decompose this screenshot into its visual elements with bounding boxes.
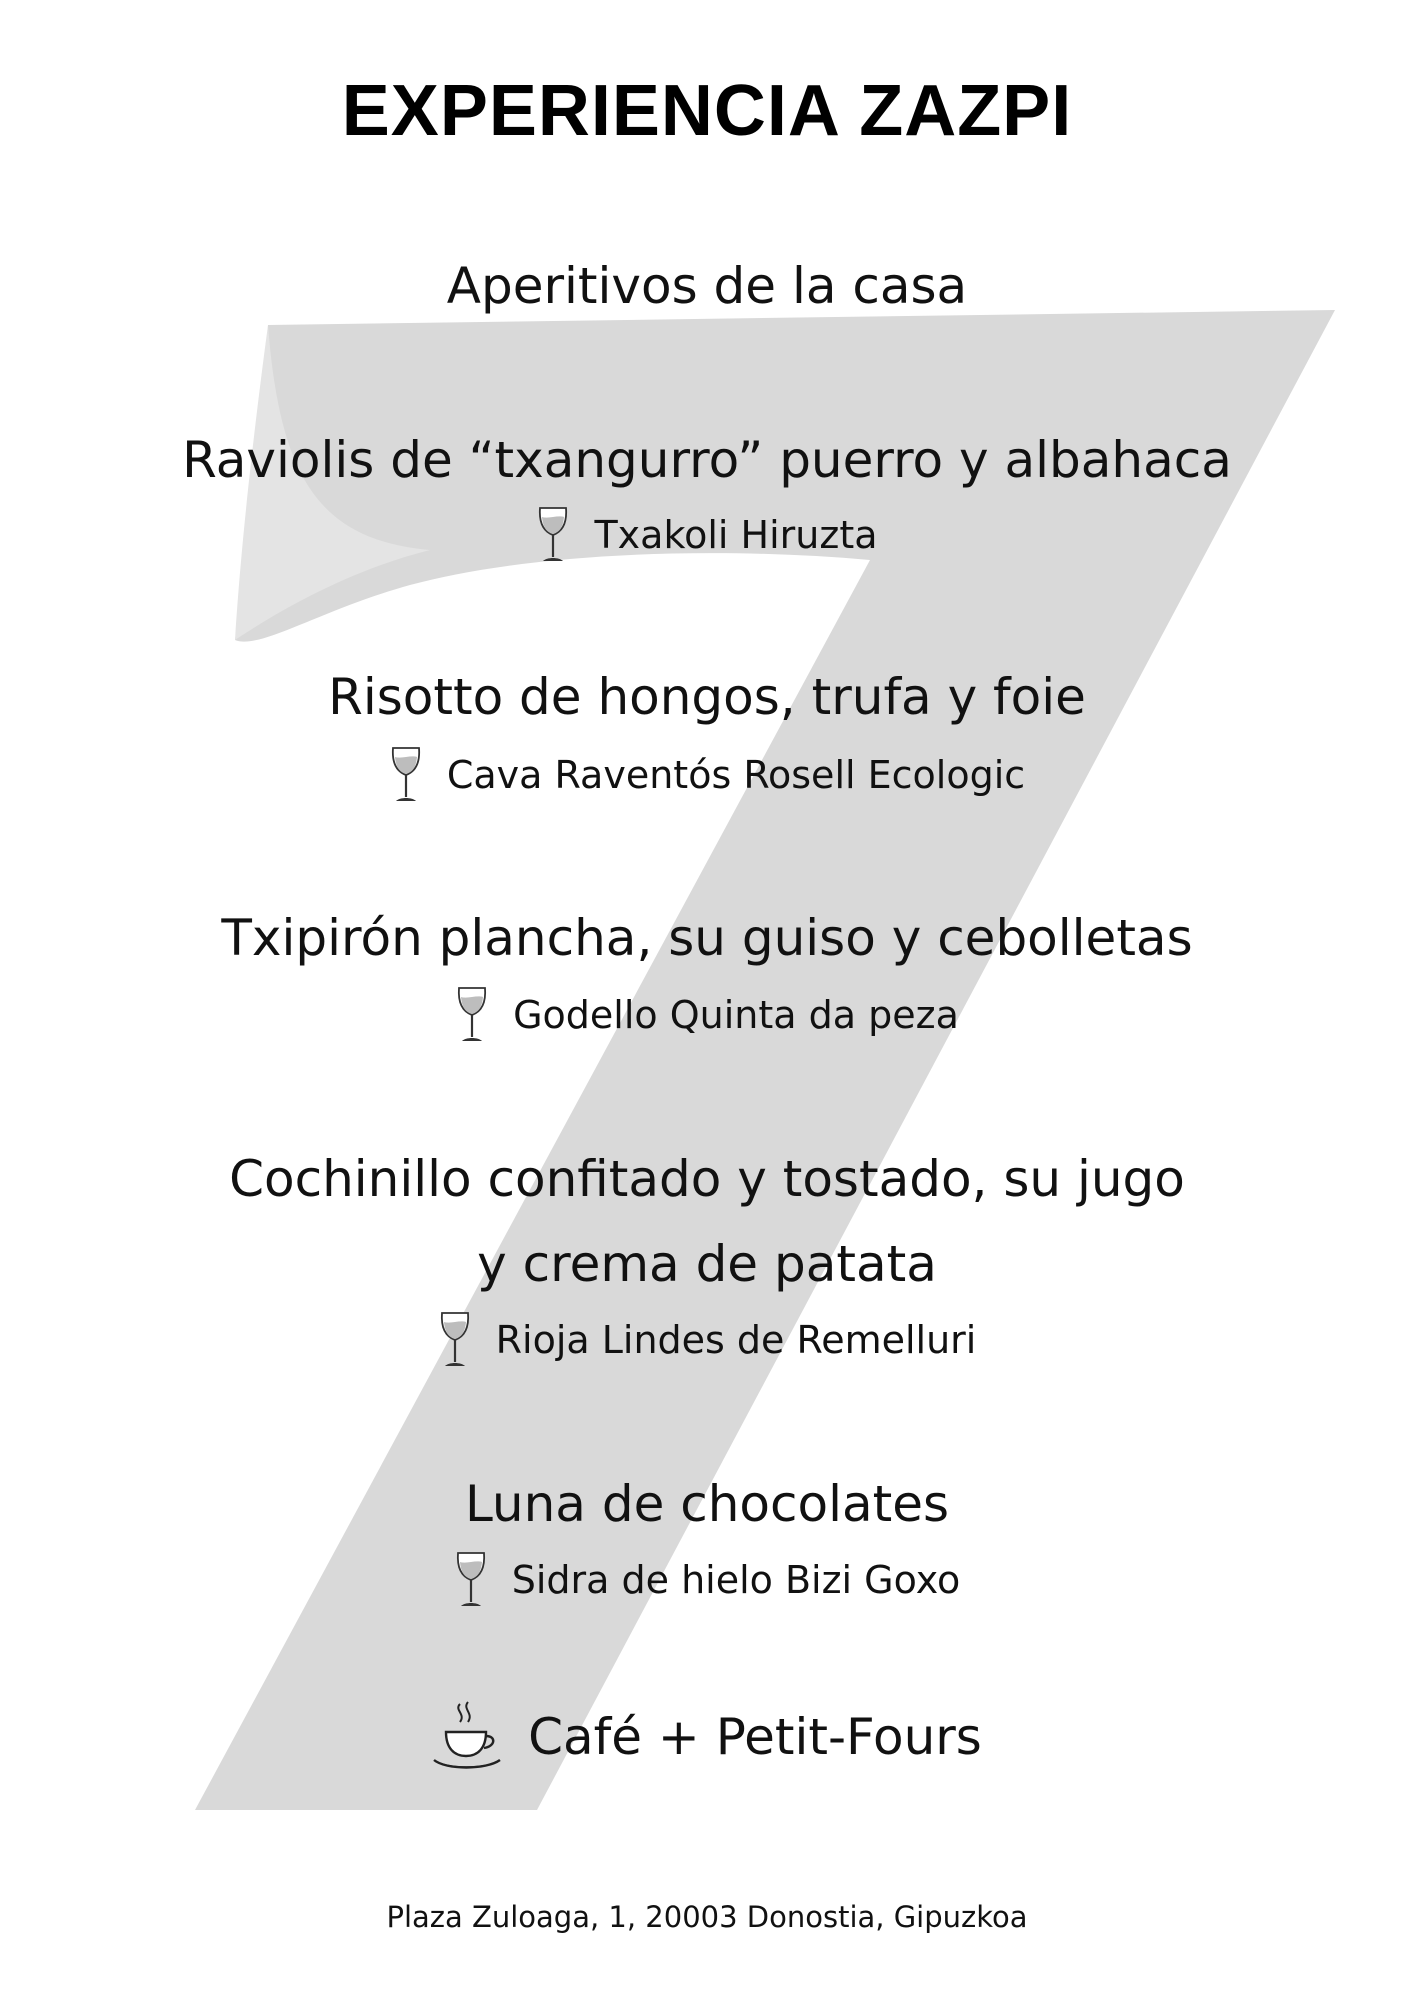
wine-glass-icon — [455, 985, 489, 1045]
coffee-label: Café + Petit-Fours — [528, 1708, 982, 1766]
footer-address: Plaza Zuloaga, 1, 20003 Donostia, Gipuzkoa — [386, 1900, 1028, 1934]
course-risotto: Risotto de hongos, trufa y foie — [328, 668, 1086, 726]
wine-glass-icon — [454, 1550, 488, 1610]
coffee-cup-icon — [432, 1700, 502, 1774]
wine-pairing-1 — [0, 505, 1414, 565]
wine-glass-icon — [536, 505, 570, 565]
wine-pairing-3 — [0, 985, 1414, 1045]
course-cochinillo-line1: Cochinillo confitado y tostado, su jugo — [229, 1150, 1185, 1208]
wine-pairing-2 — [0, 745, 1414, 805]
course-raviolis: Raviolis de “txangurro” puerro y albahaca — [182, 431, 1232, 489]
wine-pairing-4 — [0, 1310, 1414, 1370]
page-title: EXPERIENCIA ZAZPI — [341, 71, 1073, 151]
wine-name: Godello Quinta da peza — [513, 993, 959, 1037]
wine-glass-icon — [389, 745, 423, 805]
course-aperitivos: Aperitivos de la casa — [446, 257, 968, 315]
wine-name: Txakoli Hiruzta — [594, 513, 878, 557]
wine-glass-icon — [438, 1310, 472, 1370]
wine-name: Rioja Lindes de Remelluri — [495, 1318, 977, 1362]
wine-name: Sidra de hielo Bizi Goxo — [511, 1558, 961, 1602]
course-luna-chocolates: Luna de chocolates — [464, 1475, 950, 1533]
course-cochinillo-line2: y crema de patata — [477, 1235, 937, 1293]
wine-pairing-5 — [0, 1550, 1414, 1610]
coffee-course — [0, 1700, 1414, 1774]
course-txipiron: Txipirón plancha, su guiso y cebolletas — [221, 909, 1193, 967]
wine-name: Cava Raventós Rosell Ecologic — [446, 753, 1026, 797]
